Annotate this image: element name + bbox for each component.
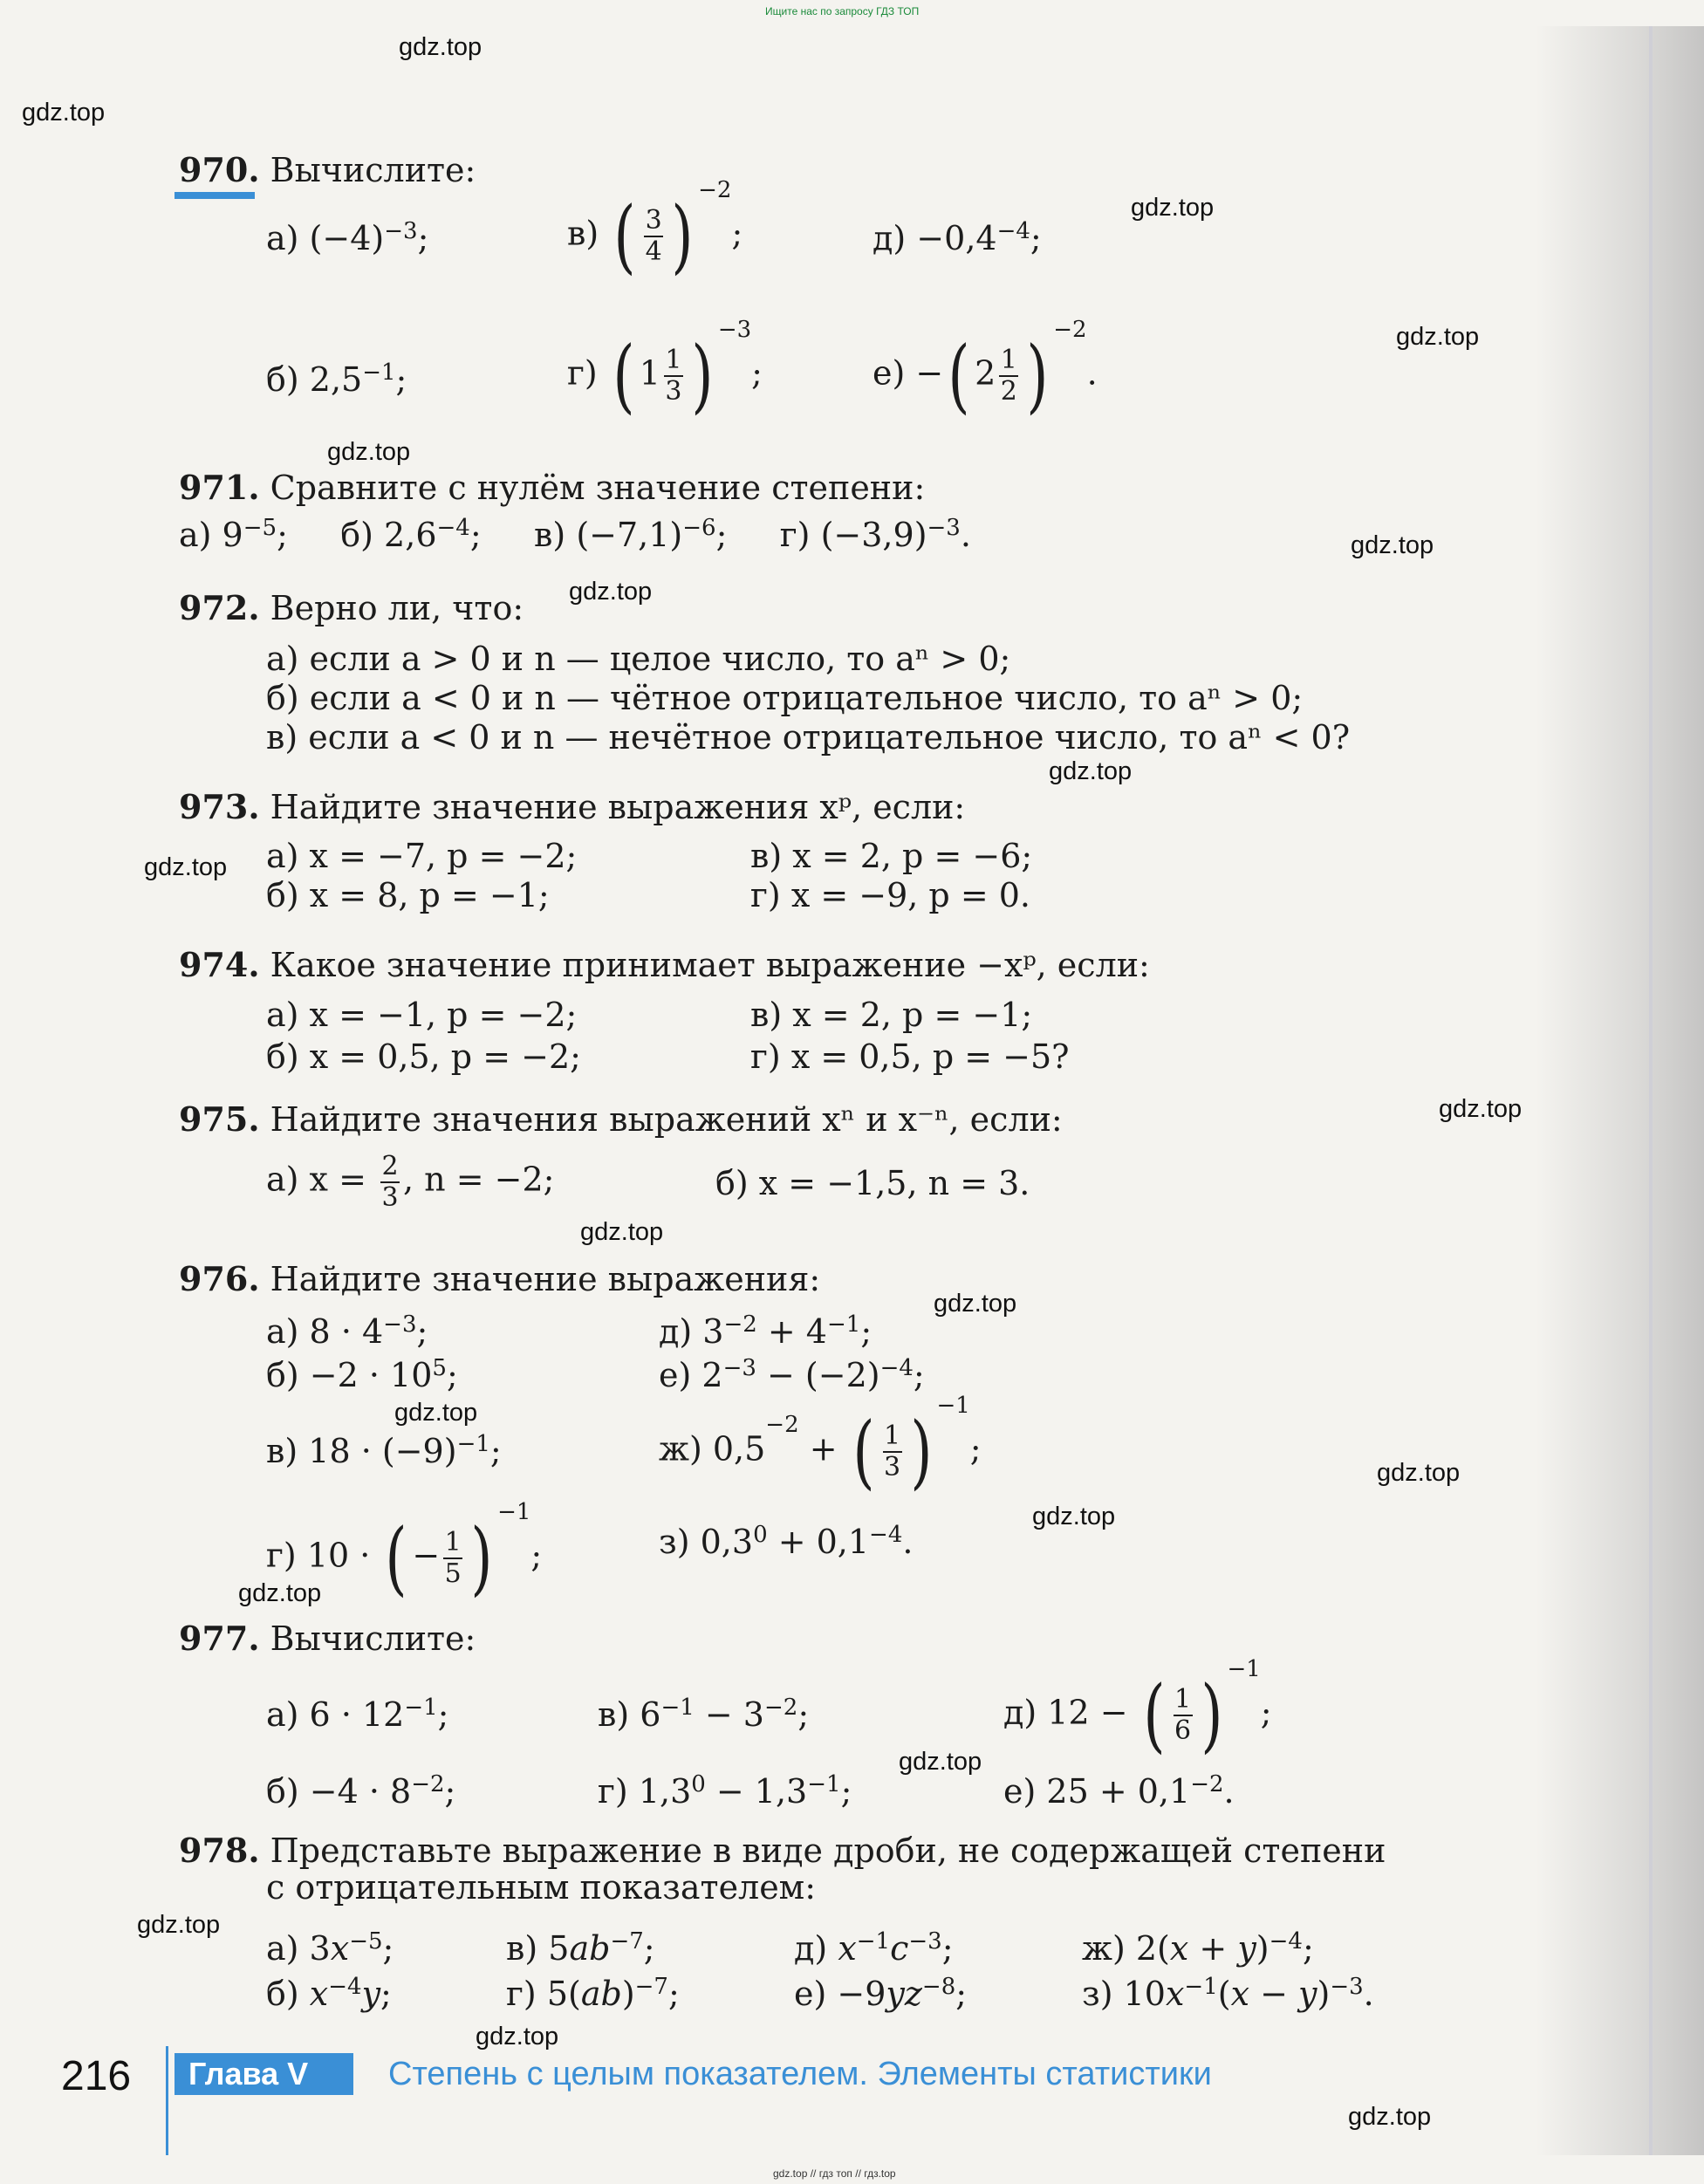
- problem-task: Найдите значение выражения xᵖ, если:: [270, 788, 966, 826]
- watermark: gdz.top: [580, 1218, 664, 1246]
- watermark: gdz.top: [1049, 757, 1133, 785]
- expr-977-g: г) $1,3^0 - 1,3^{-1}$;: [598, 1771, 852, 1811]
- page-spine-shadow: [1536, 26, 1704, 2155]
- expr-970-a: а) $(-4)^{-3}$;: [266, 218, 429, 257]
- expr-976-d: д) $3^{-2} + 4^{-1}$;: [659, 1311, 873, 1351]
- expr-977-e: е) $25 + 0,1^{-2}$.: [1003, 1771, 1235, 1811]
- problem-number: 970.: [179, 150, 260, 189]
- expr-974-g: г) x = 0,5, p = −5?: [750, 1037, 1070, 1076]
- fraction-numerator: 2: [381, 1151, 399, 1181]
- expr-978-a: а) $3x^{-5}$;: [266, 1928, 394, 1968]
- expr-974-a: а) x = −1, p = −2;: [266, 996, 578, 1034]
- problem-number: 973.: [179, 787, 260, 826]
- expr-977-v: в) $6^{-1} - 3^{-2}$;: [598, 1694, 810, 1734]
- watermark: gdz.top: [394, 1399, 478, 1427]
- watermark: gdz.top: [1348, 2103, 1432, 2131]
- page-edge: [1649, 26, 1653, 2155]
- expr-970-v: в) ( $\frac{3}{4}$ ) $^{-2}$;: [567, 177, 743, 283]
- problem-number: 975.: [179, 1099, 260, 1139]
- expr-978-v: в) $5ab^{-7}$;: [506, 1928, 655, 1968]
- expr-973-a: а) x = −7, p = −2;: [266, 837, 578, 875]
- watermark: gdz.top: [137, 1911, 221, 1939]
- page-number: 216: [61, 2053, 132, 2099]
- problem-number: 971.: [179, 468, 260, 507]
- watermark: gdz.top: [1377, 1459, 1461, 1487]
- expr-978-z: з) $10x^{-1}(x - y)^{-3}$.: [1082, 1974, 1374, 2013]
- watermark: gdz.top: [399, 33, 482, 61]
- expr-978-e: $е) -9yz^{-8}$;: [794, 1974, 968, 2013]
- problem-task: Представьте выражение в виде дроби, не содержащей степени: [270, 1831, 1386, 1870]
- problem-973-heading: [179, 787, 965, 827]
- problem-task: Верно ли, что:: [270, 589, 524, 627]
- expr-976-a: а) $8 \cdot 4^{-3}$;: [266, 1311, 428, 1351]
- watermark: gdz.top: [1131, 194, 1215, 222]
- expr-974-v: в) x = 2, p = −1;: [750, 996, 1033, 1034]
- expr-978-d: д) $x^{-1}c^{-3}$;: [794, 1928, 954, 1968]
- problem-number: 972.: [179, 588, 260, 627]
- problem-number: 978.: [179, 1831, 260, 1870]
- problem-971-heading: [179, 468, 925, 508]
- expr-973-b: б) x = 8, p = −1;: [266, 876, 550, 914]
- problem-task: Вычислите:: [270, 151, 476, 189]
- watermark: gdz.top: [569, 578, 653, 606]
- header-note: Ищите нас по запросу ГДЗ ТОП: [765, 5, 920, 17]
- expr-970-d: $д) -0,4^{-4}$;: [873, 218, 1042, 257]
- expr-971: а) $9^{-5}$; б) $2,6^{-4}$; в) $(-7,1)^{-6}$; г) $(-3,9)^{-3}$.: [179, 515, 971, 554]
- watermark: gdz.top: [327, 438, 411, 466]
- footer-divider: [166, 2046, 168, 2155]
- problem-underline: [175, 192, 255, 199]
- watermark: gdz.top: [144, 853, 228, 881]
- expr-970-e: е) −( 2 $\frac{1}{2}$ ) $^{-2}$.: [873, 317, 1098, 422]
- expr-975-a-pre: а) x =: [266, 1160, 366, 1199]
- watermark: gdz.top: [899, 1748, 982, 1776]
- watermark: gdz.top: [1351, 531, 1434, 559]
- problem-978-heading: [179, 1831, 1386, 1871]
- problem-970-heading: [179, 150, 476, 190]
- problem-task: Сравните с нулём значение степени:: [270, 469, 926, 507]
- problem-number: 977.: [179, 1619, 260, 1658]
- expr-978-b: б) $x^{-4}y$;: [266, 1974, 392, 2013]
- expr-978-g: г) 5(ab)$^{-7}$;: [506, 1974, 680, 2013]
- problem-974-heading: [179, 945, 1150, 985]
- expr-970-b: б) $2,5^{-1}$;: [266, 359, 407, 399]
- statement-972-c: в) если a < 0 и n — нечётное отрицательное число, то aⁿ < 0?: [266, 718, 1351, 757]
- problem-976-heading: [179, 1259, 820, 1299]
- problem-task: Найдите значение выражения:: [270, 1260, 821, 1298]
- problem-task: Найдите значения выражений xⁿ и x⁻ⁿ, если:: [270, 1100, 1063, 1139]
- watermark: gdz.top: [1439, 1095, 1523, 1123]
- expr-970-g: г) ( 1 $\frac{1}{3}$ ) $^{-3}$;: [567, 317, 763, 422]
- expr-977-a: а) $6 \cdot 12^{-1}$;: [266, 1694, 449, 1734]
- problem-number: 974.: [179, 945, 260, 984]
- problem-number: 976.: [179, 1259, 260, 1298]
- expr-975-a-post: , n = −2;: [403, 1160, 555, 1199]
- problem-978-task-cont: с отрицательным показателем:: [266, 1868, 817, 1907]
- expr-975-a: [266, 1152, 554, 1213]
- watermark: gdz.top: [1396, 323, 1480, 351]
- expr-978-zh: ж) $2(x + y)^{-4}$;: [1082, 1928, 1314, 1968]
- watermark: gdz.top: [22, 99, 106, 127]
- watermark: gdz.top: [476, 2023, 559, 2050]
- problem-task: Вычислите:: [270, 1619, 476, 1658]
- footer-note: gdz.top // гдз топ // гдз.top: [773, 2167, 896, 2180]
- expr-977-d: д) 12 − ( $\frac{1}{6}$ ) $^{-1}$;: [1003, 1656, 1272, 1762]
- expr-974-b: б) x = 0,5, p = −2;: [266, 1037, 581, 1076]
- expr-976-b: $б) -2 \cdot 10^5$;: [266, 1355, 458, 1394]
- problem-task: Какое значение принимает выражение −xᵖ, если:: [270, 946, 1150, 984]
- expr-973-g: г) x = −9, p = 0.: [750, 876, 1030, 914]
- watermark: gdz.top: [934, 1290, 1017, 1318]
- expr-977-b: $б) -4 \cdot 8^{-2}$;: [266, 1771, 456, 1811]
- problem-977-heading: [179, 1619, 476, 1659]
- expr-975-b: б) x = −1,5, n = 3.: [715, 1164, 1030, 1202]
- problem-975-heading: [179, 1099, 1063, 1140]
- expr-976-zh: ж) $0,5^{-2}$ + ( $\frac{1}{3}$ ) $^{-1}$;: [659, 1393, 982, 1498]
- watermark: gdz.top: [238, 1579, 322, 1607]
- expr-976-v: в) $18 \cdot (-9)^{-1}$;: [266, 1431, 502, 1470]
- statement-972-a: а) если a > 0 и n — целое число, то aⁿ > 0;: [266, 640, 1011, 678]
- statement-972-b: б) если a < 0 и n — чётное отрицательное число, то aⁿ > 0;: [266, 679, 1304, 717]
- expr-973-v: в) x = 2, p = −6;: [750, 837, 1033, 875]
- chapter-title: Степень с целым показателем. Элементы статистики: [388, 2056, 1212, 2092]
- fraction-denominator: 3: [381, 1182, 399, 1213]
- chapter-badge: Глава V: [175, 2053, 353, 2095]
- expr-976-z: з) $0,3^0 + 0,1^{-4}$.: [659, 1522, 914, 1561]
- problem-972-heading: [179, 588, 524, 628]
- expr-976-e: е) $2^{-3} - (-2)^{-4}$;: [659, 1355, 925, 1394]
- watermark: gdz.top: [1032, 1503, 1116, 1530]
- expr-976-g: г) 10 · ( − $\frac{1}{5}$ ) $^{-1}$;: [266, 1499, 543, 1605]
